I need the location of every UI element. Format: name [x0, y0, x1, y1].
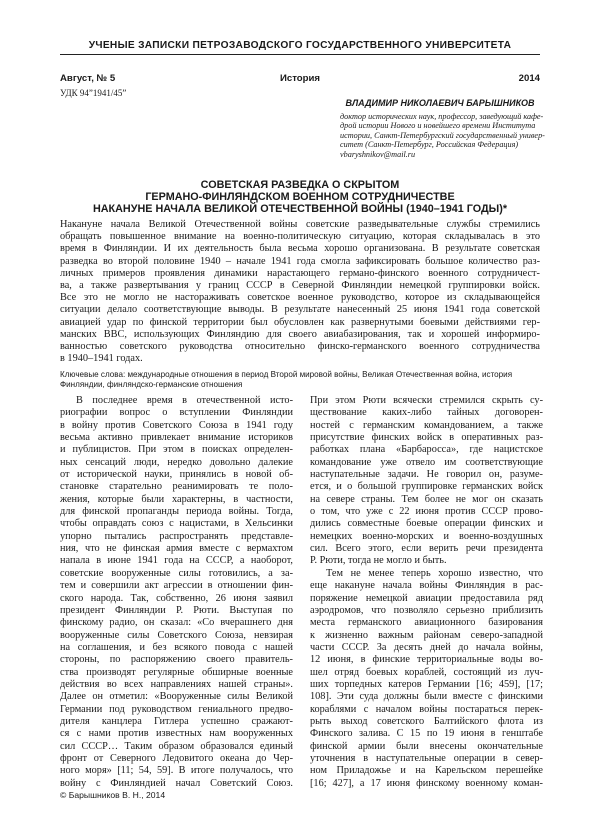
abstract-line: Накануне начала Великой Отечественной войны советские разведывательные службы стремились: [60, 219, 540, 230]
body-line: и публицистов. При этом в поисках определен-: [60, 444, 293, 456]
abstract: [60, 219, 540, 365]
abstract-line: время в Финляндии. И их деятельность была весьма хорошо организована. В результате советская: [60, 243, 540, 255]
body-line: Далее он отметил: «Вооруженные силы Великой: [60, 691, 293, 703]
body-line: ется, и о большой группировке германских войск: [310, 481, 543, 493]
abstract-line: обращать повышенное внимание на военно-политическую ситуацию, которая складывалась в это: [60, 231, 540, 243]
header-rule: [60, 54, 540, 55]
body-line: немецких военно-морских и военно-воздушных: [310, 530, 543, 542]
title-line: НАКАНУНЕ НАЧАЛА ВЕЛИКОЙ ОТЕЧЕСТВЕННОЙ ВОЙНЫ (1940–1941 ГОДЫ)*: [92, 203, 508, 215]
body-line: для финской пропаганды периода войны. Тогда,: [60, 506, 293, 518]
keywords-line: Ключевые слова: международные отношения в период Второй мировой войны, Великая Отечественная война, история: [60, 370, 513, 379]
body-line: сил СССР… Таким образом образовался единый: [60, 740, 293, 752]
abstract-line: ва, а также развертывания у границ СССР в Северной Финляндии немецкой группировки войск.: [60, 280, 540, 292]
body-line: Германии под руководством гениального предво-: [60, 703, 293, 715]
keywords: [60, 370, 540, 390]
body-line: места германского авиационного базирования: [310, 617, 543, 629]
title-line: СОВЕТСКАЯ РАЗВЕДКА О СКРЫТОМ: [200, 179, 400, 191]
body-line: командование уже отвело им соответствующие: [310, 456, 543, 468]
body-line: президент Финляндии Р. Рюти. Выступая по: [60, 604, 293, 616]
body-line: ностей с германским командованием, а также: [310, 419, 543, 431]
body-line: поряжение немецкой авиации предоставила ряд: [310, 592, 543, 604]
body-line: войну с Финляндией начал Советский Союз.: [60, 777, 293, 789]
body-line: тем и совершили акт агрессии в отношении фин-: [60, 580, 293, 592]
body-line: наступательные задачи. Не говорил он, разуме-: [310, 469, 543, 481]
body-line: 12 июня, в финские территориальные воды во-: [310, 654, 543, 666]
body-line: весьма активно привлекает внимание историков: [60, 432, 293, 444]
abstract-line: ситуации делало соответствующие выводы. В результате нанесенный 25 июня 1941 года советской: [60, 304, 540, 316]
author-email: vbaryshnikov@mail.ru: [340, 149, 416, 159]
body-line: дились совместные боевые операции финских и: [310, 518, 543, 530]
body-line: ном Приладожье и на Карельском перешейке: [310, 765, 543, 777]
body-line: Р. Рюти, тогда не могло и быть.: [310, 555, 447, 567]
body-line: вооруженные силы Советского Союза, невзирая: [60, 629, 293, 641]
body-line: работках плана «Барбаросса», где нацистское: [310, 444, 543, 456]
body-line: на соглашения, и без всякого повода с нашей: [60, 641, 293, 653]
body-line: Финского залива. С 15 по 19 июня в генштабе: [310, 728, 543, 740]
body-line: упорно пытались распространять представле-: [60, 530, 293, 542]
body-line: финскому радио, он сказал: «Со вчерашнего дня: [60, 617, 293, 629]
body-line: о том, что уже с 22 июня против СССР прово-: [310, 506, 543, 518]
body-line: становке старательно реанимировать те поло-: [60, 481, 293, 493]
body-line: ся с нами против известных нам вооруженных: [60, 728, 293, 740]
body-line: присутствие финских войск в оперативных раз-: [310, 432, 543, 444]
body-line: ного моря» [11; 54, 59]. В итоге получалось, что: [60, 765, 293, 777]
title-line: ГЕРМАНО-ФИНЛЯНДСКОМ ВОЕННОМ СОТРУДНИЧЕСТВЕ: [145, 191, 455, 203]
body-line: части СССР. За десять дней до начала войны,: [310, 641, 543, 653]
body-line: В последнее время в отечественной исто-: [76, 395, 293, 406]
body-line: сил. Всего этого, если верить речи президента: [310, 543, 543, 555]
section-label: История: [279, 73, 321, 84]
author-affiliation-line: ситет (Санкт-Петербург, Российская Федерация): [340, 140, 519, 150]
body-line: ных сенсаций люди, нередко довольно далекие: [60, 456, 293, 468]
author-affiliation-line: дрой истории Нового и новейшего времени Института: [340, 121, 536, 131]
body-line: [16; 427], а 17 июня финскому военному коман-: [310, 777, 543, 789]
body-line: к жизненно важным районам северо-западной: [310, 629, 543, 641]
abstract-line: разведка во второй половине 1940 – начале 1941 года смогла зафиксировать большое количество раз-: [60, 255, 540, 267]
body-line: аэродромов, что позволяло серьезно приблизить: [310, 604, 543, 616]
body-line: жения, которые были характерны, в частности,: [60, 493, 293, 505]
body-line: ства производят регулярные обширные военные: [60, 666, 293, 678]
body-line: уточнения в наступательные операции в север-: [310, 752, 543, 764]
abstract-line: в 1940–1941 годах.: [60, 353, 143, 365]
abstract-line: личных примеров проявления динамики нарастающего германо-финского военного сотрудничест-: [60, 267, 540, 279]
body-line: на севере страны. Тем более не мог он сказать: [310, 493, 543, 505]
body-line: в войну против Советского Союза в 1941 году: [60, 419, 293, 431]
issue-label: Август, № 5: [60, 73, 116, 84]
body-line: Тем не менее теперь хорошо известно, что: [326, 567, 543, 579]
abstract-line: манских ВВС, использующих Финляндию для своего авиабазирования, так и хорошей информиро-: [60, 328, 540, 340]
abstract-line: Все это не могло не настораживать советское военное руководство, которое из складывающейся: [60, 292, 540, 304]
year-label: 2014: [518, 73, 540, 84]
body-line: При этом Рюти всячески стремился скрыть су-: [310, 395, 543, 406]
author-block: [340, 98, 545, 160]
body-line: советские вооруженные силы готовились, а за-: [60, 567, 293, 579]
body-column-right: [310, 395, 543, 790]
body-line: 108]. Эти суда должны были вместе с финскими: [310, 691, 543, 703]
udk-code: УДК 94”1941/45”: [60, 88, 127, 98]
body-line: чтобы оправдать союз с нацистами, в Хельсинки: [60, 518, 293, 530]
body-line: действия во всех направлениях нашей страны».: [60, 678, 293, 690]
body-line: от исторической науки, принялись в новой об-: [60, 469, 293, 481]
body-line: шел отряд боевых кораблей, состоящий из луч-: [310, 666, 543, 678]
body-line: рыть выход советского Балтийского флота из: [310, 715, 543, 727]
body-line: ществование каких-либо тайных договорен-: [310, 407, 543, 419]
body-line: кораблями с началом войны постараться перек-: [310, 703, 543, 715]
article-title: [60, 179, 540, 215]
body-line: фронт от Северного Ледовитого океана до Чер-: [60, 752, 293, 764]
body-line: напала в июне 1941 года на СССР, а наоборот,: [60, 555, 293, 567]
abstract-line: ванностью советского руководства относительно финско-германского военного сотрудничества: [60, 341, 540, 353]
body-column-left: [60, 395, 293, 790]
keywords-line: Финляндии, финляндско-германские отношения: [60, 380, 243, 390]
copyright-footnote: © Барышников В. Н., 2014: [60, 790, 166, 800]
author-affiliation-line: доктор исторических наук, профессор, заведующий кафе-: [340, 111, 544, 121]
author-name: ВЛАДИМИР НИКОЛАЕВИЧ БАРЫШНИКОВ: [345, 98, 535, 108]
body-line: риографии вопрос о вступлении Финляндии: [60, 407, 293, 419]
body-line: еще накануне начала войны Финляндия в рас-: [310, 580, 543, 592]
body-line: финской армии были внесены окончательные: [310, 740, 543, 752]
journal-title: УЧЕНЫЕ ЗАПИСКИ ПЕТРОЗАВОДСКОГО ГОСУДАРСТВЕННОГО УНИВЕРСИТЕТА: [88, 40, 512, 51]
abstract-line: авиацией удар по финской территории был обусловлен как развернутыми боевыми действиями гер-: [60, 316, 540, 328]
body-line: ния, что не финская армия вместе с вермахтом: [60, 543, 293, 555]
body-line: ших торпедных катеров Германии [16; 459], [17;: [310, 678, 543, 690]
body-line: дителя канцлера Гитлера успешно сражают-: [60, 715, 293, 727]
body-line: стороны, по распоряжению своего правитель-: [60, 654, 293, 666]
author-affiliation-line: истории, Санкт-Петербургский государственный универ-: [340, 130, 545, 140]
body-line: ского народа. Так, собственно, 26 июня заявил: [60, 592, 293, 604]
